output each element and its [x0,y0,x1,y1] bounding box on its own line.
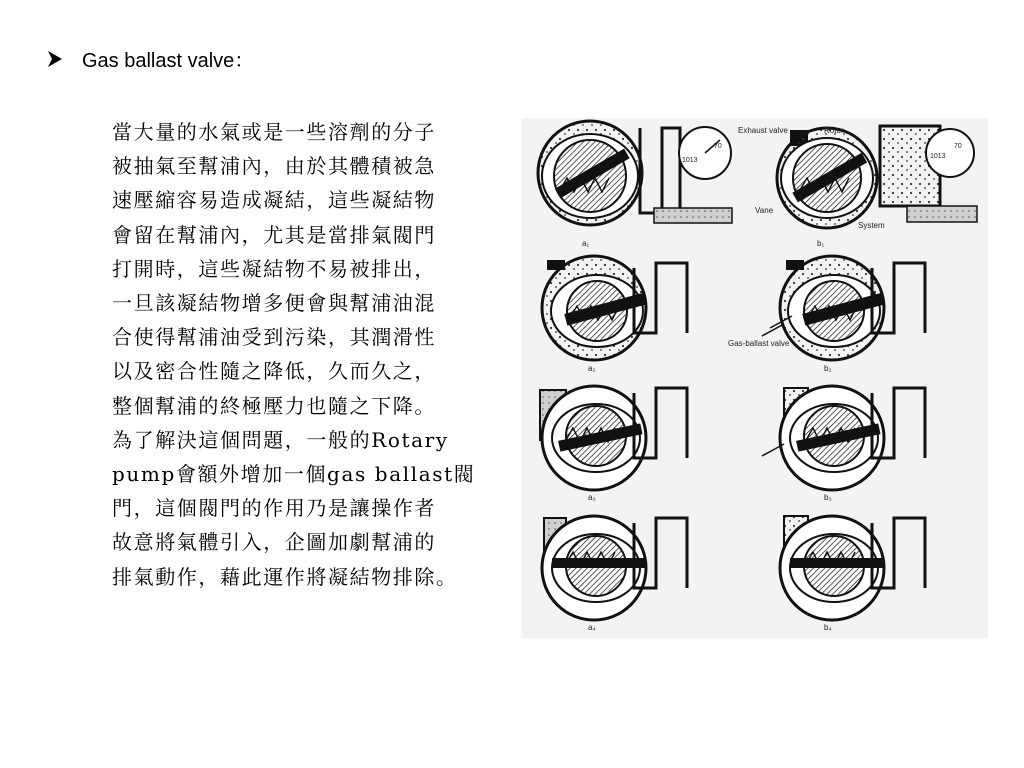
body-line: 整個幫浦的終極壓力也隨之下降。 [112,393,436,418]
panel-label-a1: a₁ [582,239,590,248]
body-line: 門，這個閥門的作用乃是讓操作者 [112,496,436,521]
panel-label-b4: b₄ [824,623,832,632]
panel-b2 [728,256,925,373]
slide-heading: Gas ballast valve： [82,50,255,72]
rotary-pump-diagram [522,118,988,638]
svg-text:1013: 1013 [682,157,698,164]
body-line: 被抽氣至幫浦內，由於其體積被急 [112,154,436,179]
body-line: 會留在幫浦內，尤其是當排氣閥門 [112,222,436,247]
svg-text:70: 70 [954,143,962,150]
panel-b4 [780,516,925,632]
panel-label-b3: b₃ [824,493,832,502]
panel-a3 [540,386,687,502]
panel-label-a4: a₄ [588,623,596,632]
panel-label-b1: b₁ [817,239,825,248]
panel-label-a2: a₂ [588,364,596,373]
body-line: 速壓縮容易造成凝結，這些凝結物 [112,188,436,213]
body-line: pump會額外增加一個gas ballast閥 [112,462,476,487]
label-vane: Vane [755,206,774,215]
body-paragraph [112,115,532,594]
label-system: System [858,221,885,230]
svg-text:70: 70 [714,143,722,150]
panel-a2 [542,256,687,373]
body-line: 打開時，這些凝結物不易被排出， [112,256,436,281]
body-line: 當大量的水氣或是一些溶劑的分子 [112,120,436,144]
label-exhaust-valve: Exhaust valve [738,126,788,135]
body-line: 故意將氣體引入，企圖加劇幫浦的 [112,530,436,555]
panel-label-a3: a₃ [588,493,596,502]
panel-b3 [762,386,925,502]
pump-cycle-illustration [522,118,988,638]
label-gas-ballast-valve: Gas-ballast valve [728,339,790,348]
panel-b1 [738,126,977,248]
arrow-bullet-icon [46,50,64,68]
body-line: 合使得幫浦油受到污染，其潤滑性 [112,325,436,350]
panel-label-b2: b₂ [824,364,832,373]
body-line: 以及密合性隨之降低，久而久之， [112,359,436,384]
panel-a4 [542,516,687,632]
body-line: 一旦該凝結物增多便會與幫浦油混 [112,291,436,316]
bullet-heading [46,44,254,73]
body-line: 為了解決這個問題，一般的Rotary [112,427,449,452]
svg-text:1013: 1013 [930,153,946,160]
body-line: 排氣動作，藉此運作將凝結物排除。 [112,564,458,589]
label-rotor: Rotor [824,126,844,135]
panel-a1 [538,121,732,248]
